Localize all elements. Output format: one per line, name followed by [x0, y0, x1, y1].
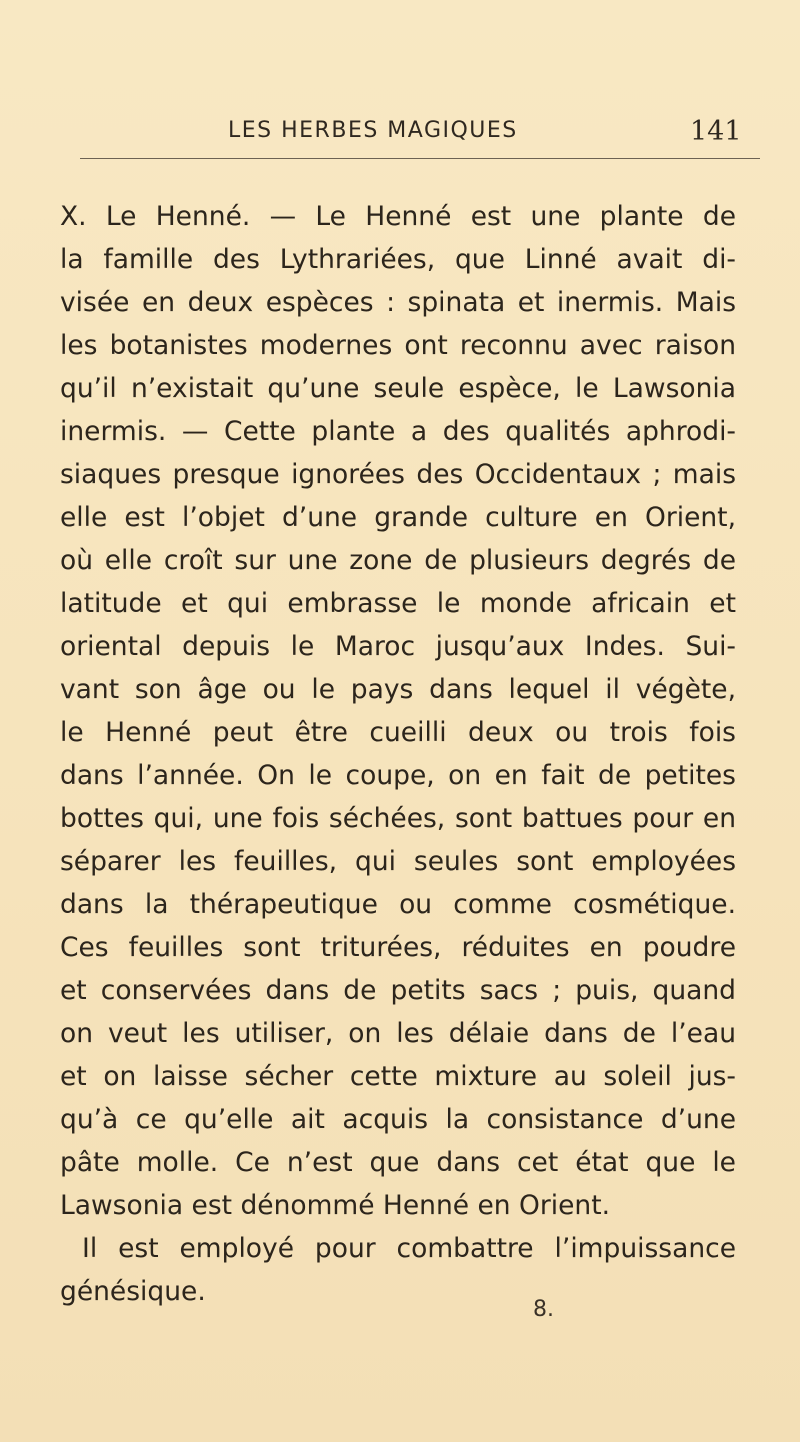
text-line: séparer les feuilles, qui seules sont employées [60, 846, 736, 877]
text-line: dans l’année. On le coupe, on en fait de petites [60, 760, 736, 791]
text-line: vant son âge ou le pays dans lequel il végète, [60, 674, 736, 705]
running-head [0, 118, 800, 158]
text-line: elle est l’objet d’une grande culture en Orient, [60, 502, 736, 533]
text-line: siaques presque ignorées des Occidentaux ; mais [60, 459, 736, 490]
running-title: LES HERBES MAGIQUES [228, 118, 518, 143]
text-line: les botanistes modernes ont reconnu avec raison [60, 330, 736, 361]
text-line: X. Le Henné. — Le Henné est une plante de [60, 201, 736, 232]
text-line: Ces feuilles sont triturées, réduites en poudre [60, 932, 736, 963]
text-line: latitude et qui embrasse le monde africain et [60, 588, 736, 619]
text-line: génésique. [60, 1276, 206, 1307]
text-line: bottes qui, une fois séchées, sont battues pour en [60, 803, 736, 834]
text-line: Il est employé pour combattre l’impuissance [82, 1233, 736, 1264]
header-rule [80, 158, 760, 159]
text-line: on veut les utiliser, on les délaie dans de l’eau [60, 1018, 736, 1049]
text-line: qu’à ce qu’elle ait acquis la consistance d’une [60, 1104, 736, 1135]
text-line: visée en deux espèces : spinata et inermis. Mais [60, 287, 736, 318]
text-line: oriental depuis le Maroc jusqu’aux Indes. Sui- [60, 631, 736, 662]
text-line: la famille des Lythrariées, que Linné avait di- [60, 244, 736, 275]
text-line: qu’il n’existait qu’une seule espèce, le Lawsonia [60, 373, 736, 404]
text-line: où elle croît sur une zone de plusieurs degrés de [60, 545, 736, 576]
text-line: Lawsonia est dénommé Henné en Orient. [60, 1190, 611, 1221]
page-number: 141 [690, 116, 742, 147]
text-line: dans la thérapeutique ou comme cosmétique. [60, 889, 736, 920]
text-line: inermis. — Cette plante a des qualités aphrodi- [60, 416, 736, 447]
text-line: pâte molle. Ce n’est que dans cet état que le [60, 1147, 736, 1178]
text-line: le Henné peut être cueilli deux ou trois fois [60, 717, 736, 748]
text-line: et conservées dans de petits sacs ; puis, quand [60, 975, 736, 1006]
text-line: et on laisse sécher cette mixture au soleil jus- [60, 1061, 736, 1092]
signature-mark: 8. [533, 1297, 554, 1322]
